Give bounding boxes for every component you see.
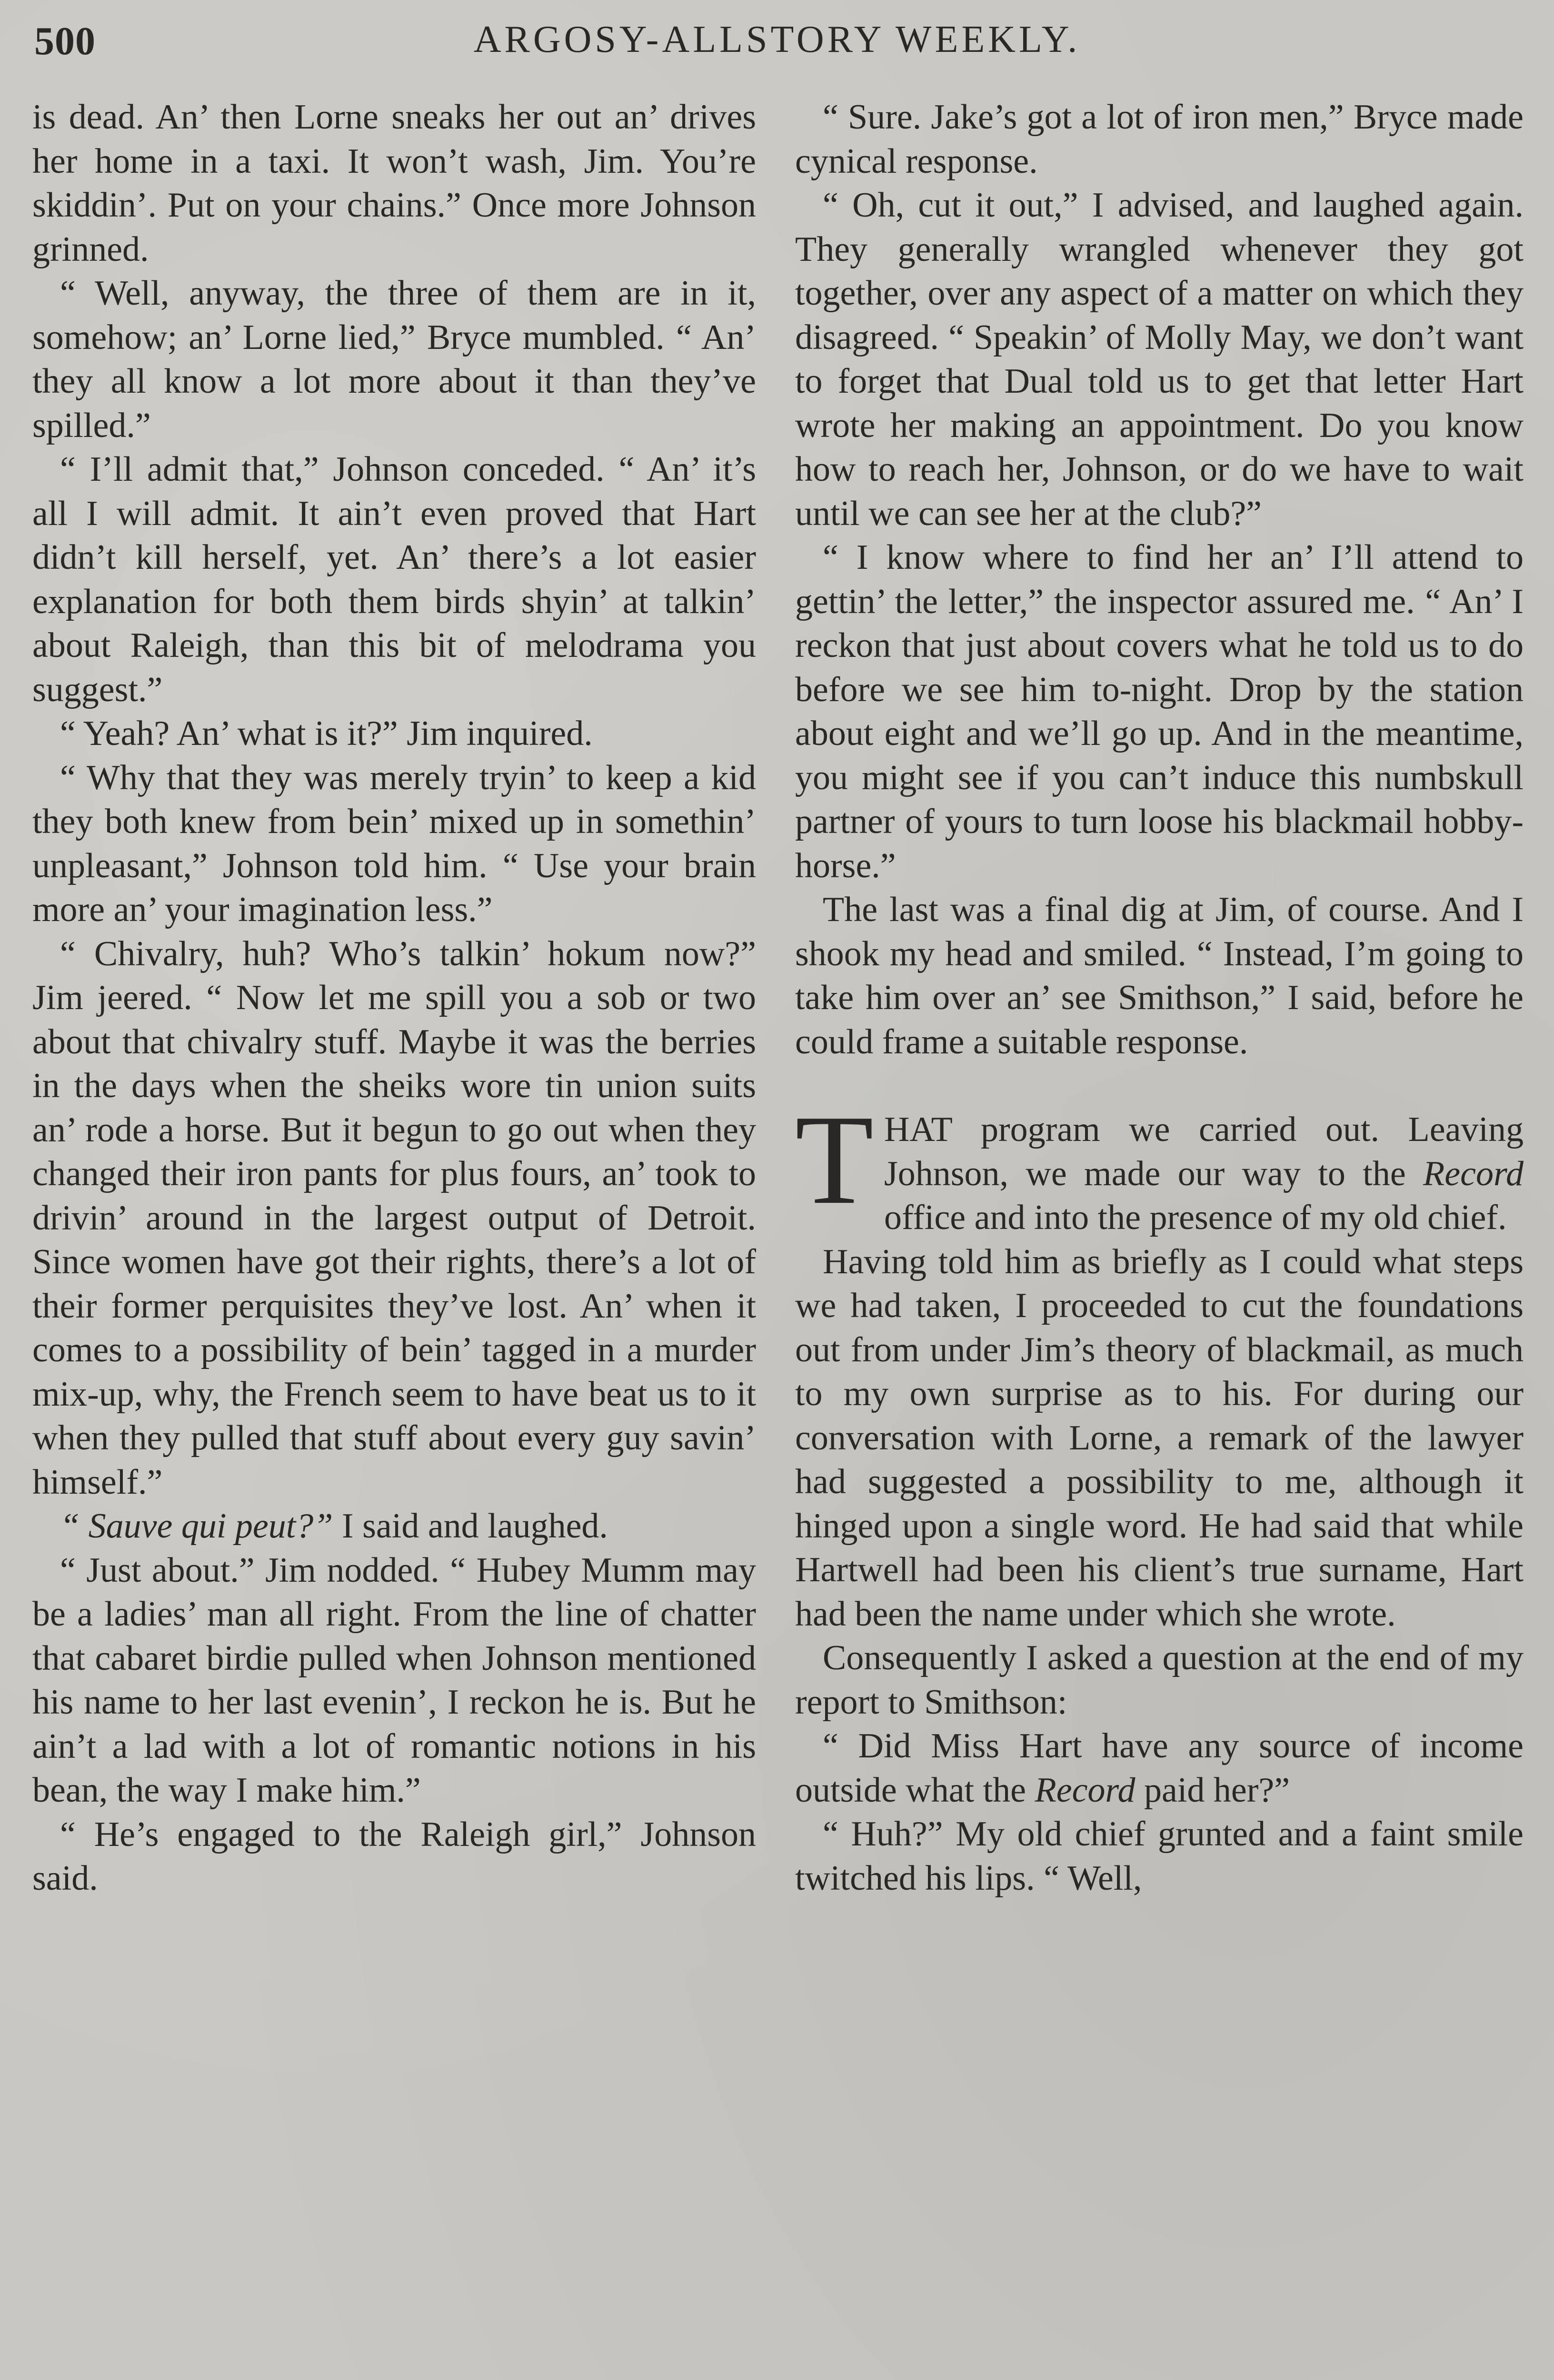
paragraph: “ I know where to find her an’ I’ll attend to gettin’ the letter,” the inspector assured me. “ An’ I reckon that just about covers what he told us to do before we see him to-night. Drop by the station about eight and we’ll go up. And in the meantime, you might see if you can’t induce this numbskull partner of yours to turn loose his blackmail hobby-horse.” xyxy=(795,538,1524,885)
page-number: 500 xyxy=(34,19,96,63)
paragraph: “ He’s engaged to the Raleigh girl,” Johnson said. xyxy=(32,1815,756,1898)
paragraph: Having told him as briefly as I could what steps we had taken, I proceeded to cut the foundations out from under Jim’s theory of blackmail, as much to my own surprise as to his. For during our conversation with Lorne, a remark of the lawyer had suggested a possibility to me, although it hinged upon a single word. He had said that while Hartwell had been his client’s true surname, Hart had been the name under which she wrote. xyxy=(795,1242,1524,1634)
left-column xyxy=(32,95,756,2380)
drop-cap: T xyxy=(795,1089,874,1231)
paragraph: “ Why that they was merely tryin’ to keep a kid they both knew from bein’ mixed up in somethin’ unpleasant,” Johnson told him. “ Use your brain more an’ your imagination less.” xyxy=(32,758,756,929)
paragraph: “ I’ll admit that,” Johnson conceded. “ An’ it’s all I will admit. It ain’t even proved that Hart didn’t kill herself, yet. An’ there’s a lot easier explanation for both them birds shyin’ at talkin’ about Raleigh, than this bit of melodrama you suggest.” xyxy=(32,450,756,709)
paragraph: “ Chivalry, huh? Who’s talkin’ hokum now?” Jim jeered. “ Now let me spill you a sob or two about that chivalry stuff. Maybe it was the berries in the days when the sheiks wore tin union suits an’ rode a horse. But it begun to go out when they changed their iron pants for plus fours, an’ took to drivin’ around in the largest output of Detroit. Since women have got their rights, there’s a lot of their former perquisites they’ve lost. An’ when it comes to a possibility of bein’ tagged in a murder mix-up, why, the French seem to have beat us to it when they pulled that stuff about every guy savin’ himself.” xyxy=(32,934,756,1502)
italic-phrase: Record xyxy=(1035,1770,1136,1810)
paragraph: “ Yeah? An’ what is it?” Jim inquired. xyxy=(60,714,593,753)
paragraph: “ Well, anyway, the three of them are in it, somehow; an’ Lorne lied,” Bryce mumbled. “ An’ they all know a lot more about it than they’ve spilled.” xyxy=(32,274,756,445)
paragraph: “ Did Miss Hart have any source of income outside what the Record paid her?” xyxy=(795,1726,1524,1810)
italic-phrase: Record xyxy=(1423,1154,1524,1193)
section-opening-paragraph: THAT program we carried out. Leaving Johnson, we made our way to the Record office and into the presence of my old chief. xyxy=(795,1089,1524,1237)
paragraph: Consequently I asked a question at the end of my report to Smithson: xyxy=(795,1638,1524,1722)
paragraph: “ Oh, cut it out,” I advised, and laughed again. They generally wrangled whenever they got together, over any aspect of a matter on which they disagreed. “ Speakin’ of Molly May, we don’t want to forget that Dual told us to get that letter Hart wrote her making an appointment. Do you know how to reach her, Johnson, or do we have to wait until we can see her at the club?” xyxy=(795,186,1524,533)
paragraph: “ Just about.” Jim nodded. “ Hubey Mumm may be a ladies’ man all right. From the line of chatter that cabaret birdie pulled when Johnson mentioned his name to her last evenin’, I reckon he is. But he ain’t a lad with a lot of romantic notions in his bean, the way I make him.” xyxy=(32,1550,756,1810)
running-title: ARGOSY-ALLSTORY WEEKLY. xyxy=(473,19,1081,60)
italic-phrase: “ Sauve qui peut?” xyxy=(60,1507,333,1546)
paragraph: “ Sure. Jake’s got a lot of iron men,” Bryce made cynical response. xyxy=(795,98,1524,181)
right-column xyxy=(795,95,1524,2380)
paragraph: is dead. An’ then Lorne sneaks her out an’ drives her home in a taxi. It won’t wash, Jim. You’re skiddin’. Put on your chains.” Once more Johnson grinned. xyxy=(32,98,756,269)
paragraph: “ Huh?” My old chief grunted and a faint smile twitched his lips. “ Well, xyxy=(795,1815,1524,1898)
page-header xyxy=(0,13,1554,70)
paragraph: “ Sauve qui peut?” I said and laughed. xyxy=(60,1507,608,1546)
paragraph: The last was a final dig at Jim, of course. And I shook my head and smiled. “ Instead, I’m going to take him over an’ see Smithson,” I said, before he could frame a suitable response. xyxy=(795,890,1524,1061)
